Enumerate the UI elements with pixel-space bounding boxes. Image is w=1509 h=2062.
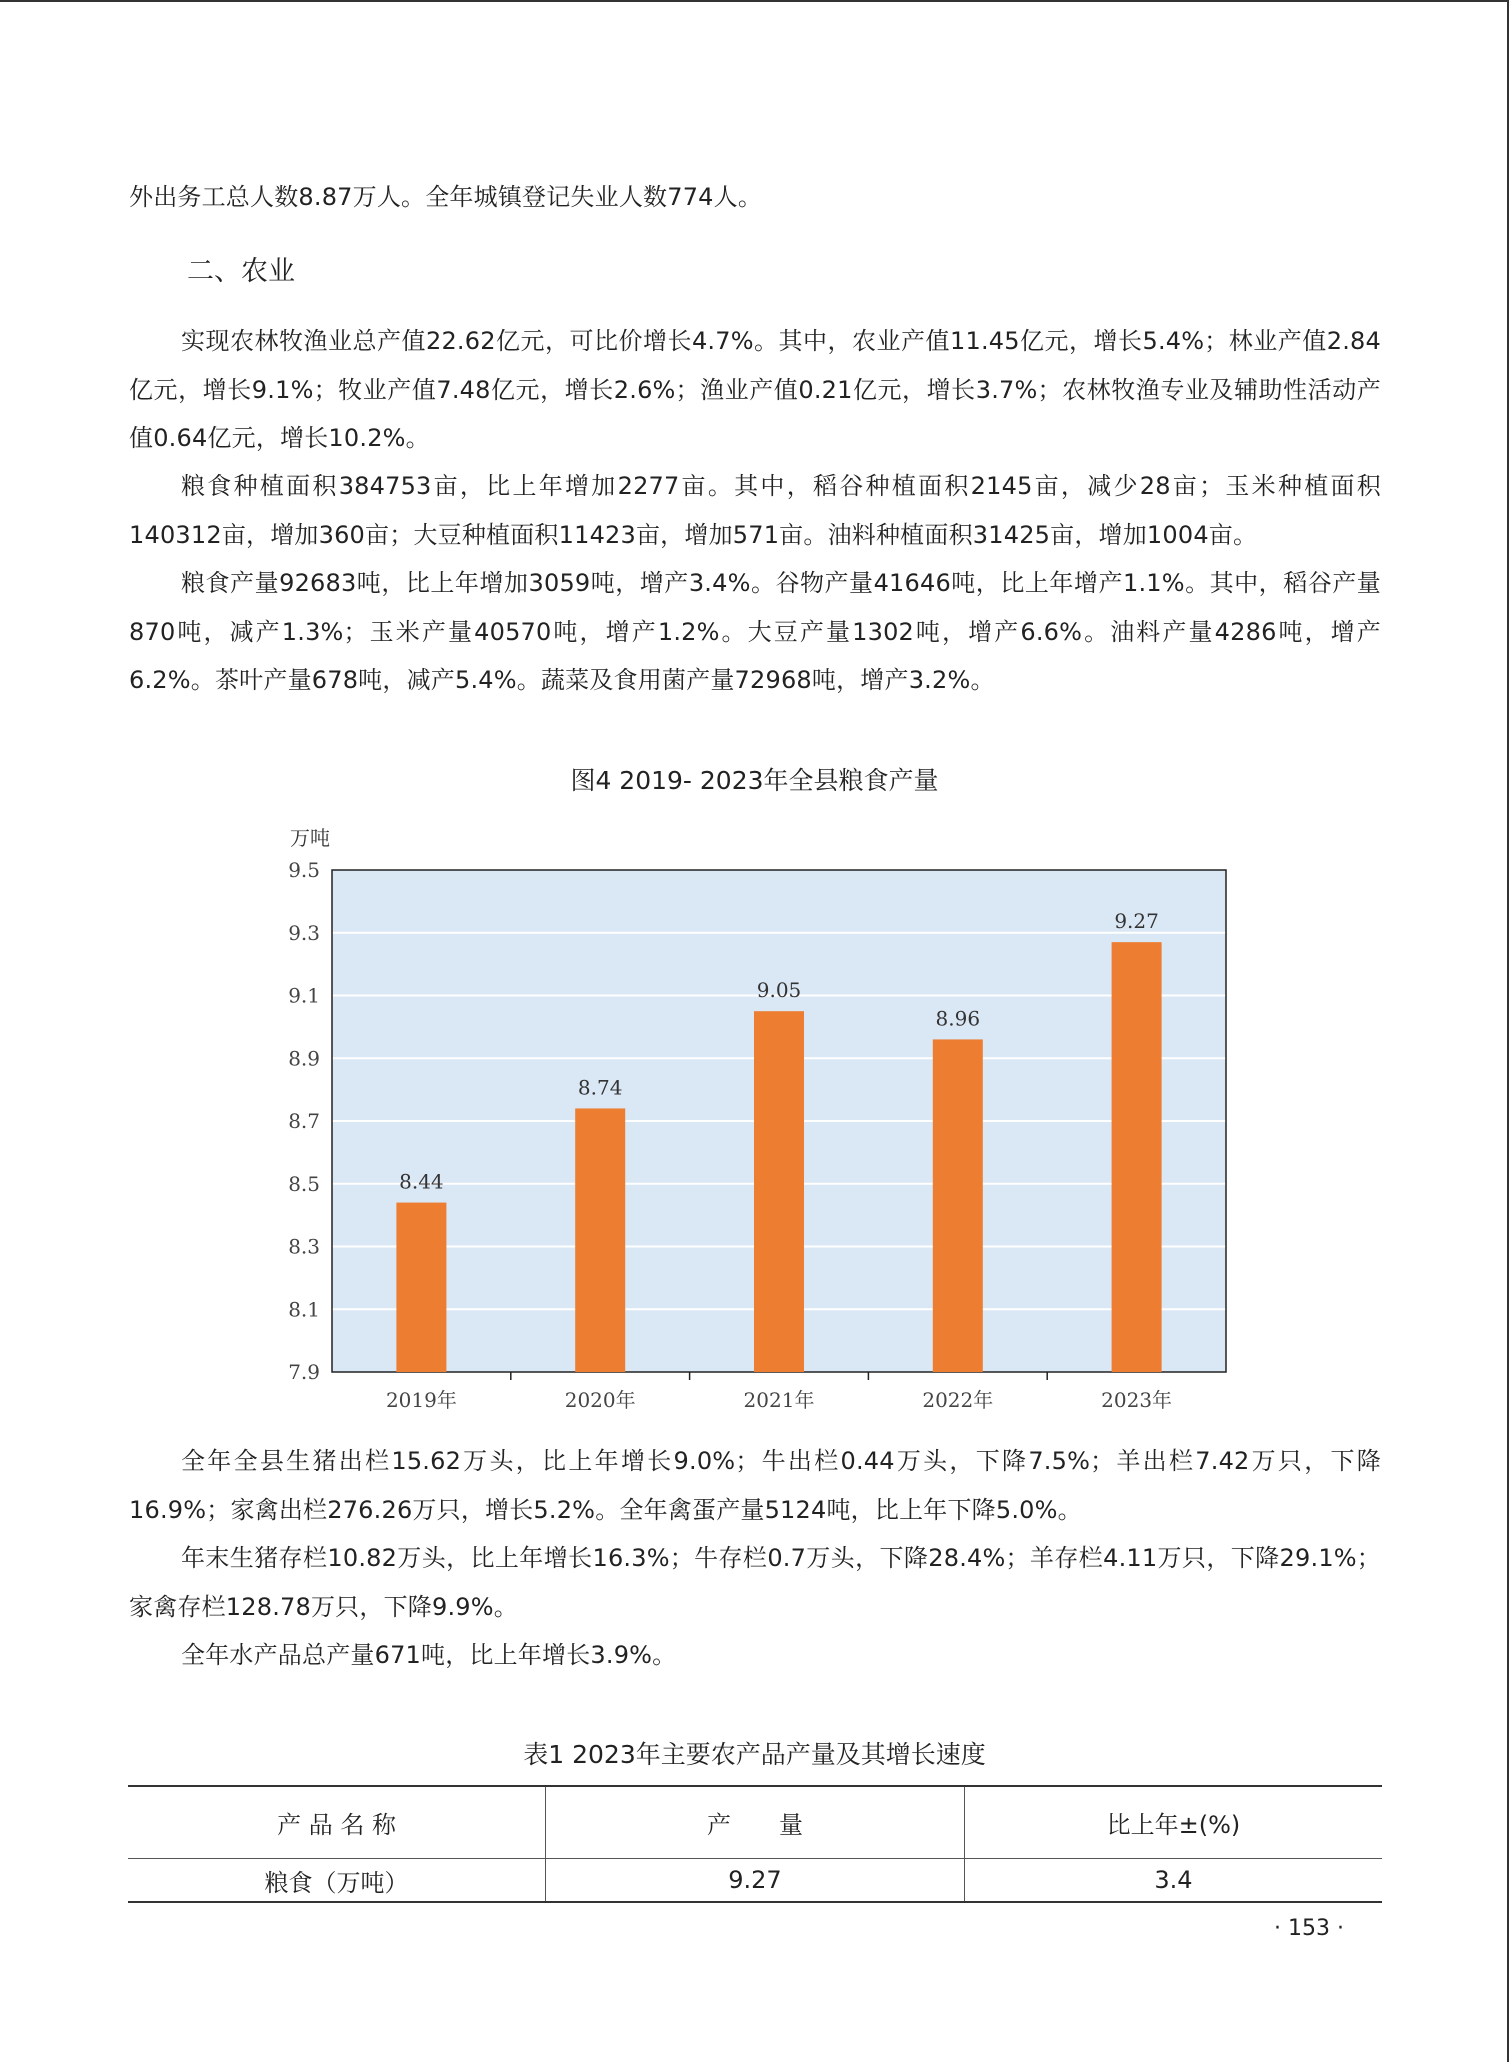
y-tick-label: 9.1 bbox=[288, 983, 320, 1008]
table-header-row bbox=[128, 1786, 1382, 1859]
x-tick-label: 2019年 bbox=[385, 1388, 457, 1412]
table-row bbox=[128, 1859, 1382, 1903]
paragraph-output-value: 实现农林牧渔业总产值22.62亿元，可比价增长4.7%。其中，农业产值11.45亿元，增长5.4%；林业产值2.84亿元，增长9.1%；牧业产值7.48亿元，增长2.6%；渔业产值0.21亿元，增长3.7%；农林牧渔专业及辅助性活动产值0.64亿元，增长10.2%。 bbox=[129, 327, 1381, 452]
bar bbox=[754, 1011, 804, 1372]
x-tick-label: 2020年 bbox=[564, 1388, 636, 1412]
bar bbox=[396, 1203, 446, 1372]
paragraph-employment: 外出务工总人数8.87万人。全年城镇登记失业人数774人。 bbox=[129, 183, 763, 211]
header-growth: 比上年±(%) bbox=[964, 1786, 1382, 1859]
x-tick-label: 2021年 bbox=[743, 1388, 815, 1412]
y-tick-label: 8.1 bbox=[288, 1297, 320, 1322]
paragraph-grain-output: 粮食产量92683吨，比上年增加3059吨，增产3.4%。谷物产量41646吨，比上年增产1.1%。其中，稻谷产量870吨，减产1.3%；玉米产量40570吨，增产1.2%。大豆产量1302吨，增产6.6%。油料产量4286吨，增产6.2%。茶叶产量678吨，减产5.4%。蔬菜及食用菌产量72968吨，增产3.2%。 bbox=[129, 569, 1381, 694]
y-tick-label: 8.5 bbox=[288, 1171, 320, 1196]
data-label: 8.96 bbox=[935, 1006, 981, 1031]
data-label: 9.05 bbox=[756, 978, 802, 1003]
chart-title: 图4 2019- 2023年全县粮食产量 bbox=[570, 766, 939, 795]
y-tick-label: 7.9 bbox=[288, 1360, 320, 1384]
data-label: 8.74 bbox=[577, 1075, 623, 1100]
agri-products-table bbox=[128, 1785, 1382, 1903]
section-heading-agriculture: 二、农业 bbox=[187, 256, 295, 287]
header-product-name: 产 品 名 称 bbox=[128, 1786, 546, 1859]
chart-plot bbox=[288, 858, 1226, 1412]
y-tick-label: 9.3 bbox=[288, 920, 320, 945]
y-tick-label: 8.3 bbox=[288, 1234, 320, 1259]
y-tick-label: 8.7 bbox=[288, 1109, 320, 1133]
paragraph-livestock-output: 全年全县生猪出栏15.62万头，比上年增长9.0%；牛出栏0.44万头，下降7.5%；羊出栏7.42万只，下降16.9%；家禽出栏276.26万只，增长5.2%。全年禽蛋产量5124吨，比上年下降5.0%。 bbox=[129, 1447, 1381, 1524]
data-label: 8.44 bbox=[399, 1169, 444, 1194]
bar bbox=[933, 1039, 983, 1372]
grain-output-chart bbox=[270, 815, 1250, 1425]
paragraph-aquatic: 全年水产品总产量671吨，比上年增长3.9%。 bbox=[181, 1641, 677, 1669]
chart-y-unit: 万吨 bbox=[290, 826, 330, 850]
paragraph-planting-area: 粮食种植面积384753亩，比上年增加2277亩。其中，稻谷种植面积2145亩，减少28亩；玉米种植面积140312亩，增加360亩；大豆种植面积11423亩，增加571亩。油料种植面积31425亩，增加1004亩。 bbox=[129, 472, 1381, 549]
bar bbox=[575, 1108, 625, 1372]
x-tick-label: 2022年 bbox=[922, 1388, 994, 1412]
y-tick-label: 9.5 bbox=[288, 858, 320, 882]
paragraph-livestock-stock: 年末生猪存栏10.82万头，比上年增长16.3%；牛存栏0.7万头，下降28.4%；羊存栏4.11万只，下降29.1%；家禽存栏128.78万只，下降9.9%。 bbox=[129, 1544, 1381, 1621]
header-output: 产 量 bbox=[546, 1786, 965, 1859]
y-tick-label: 8.9 bbox=[288, 1046, 320, 1071]
bar bbox=[1112, 942, 1162, 1372]
page-number: · 153 · bbox=[1274, 1916, 1344, 1941]
cell-output: 9.27 bbox=[546, 1859, 965, 1903]
x-tick-label: 2023年 bbox=[1101, 1388, 1173, 1412]
cell-growth: 3.4 bbox=[964, 1859, 1382, 1903]
table-title: 表1 2023年主要农产品产量及其增长速度 bbox=[523, 1740, 986, 1769]
cell-product-name: 粮食（万吨） bbox=[128, 1859, 546, 1903]
data-label: 9.27 bbox=[1114, 909, 1159, 934]
